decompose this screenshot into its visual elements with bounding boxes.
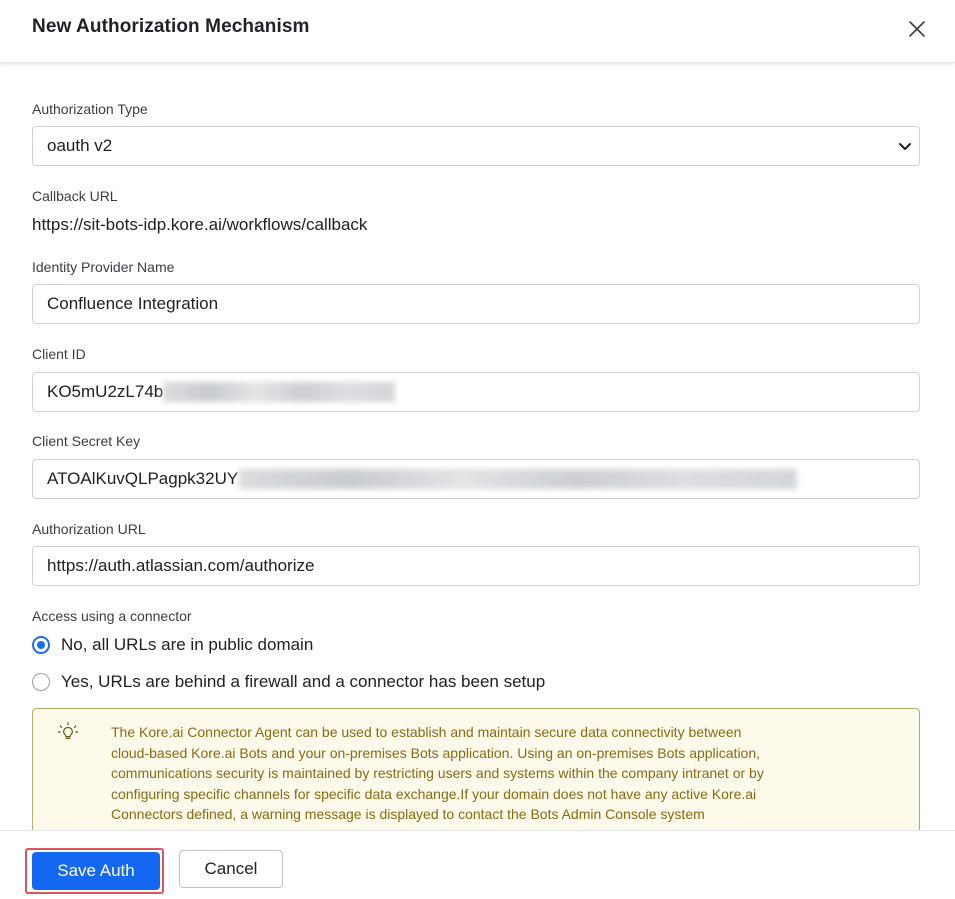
dialog-header	[0, 0, 955, 63]
client-id-label: Client ID	[32, 346, 86, 362]
client-id-field[interactable]	[32, 372, 920, 412]
connector-info-box	[32, 708, 920, 831]
authorization-url-input[interactable]	[47, 547, 907, 585]
radio-label: Yes, URLs are behind a firewall and a connector has been setup	[61, 672, 546, 691]
save-auth-button[interactable]: Save Auth	[32, 852, 160, 890]
authorization-type-value: oauth v2	[47, 136, 113, 155]
redacted-mask	[239, 469, 797, 489]
radio-option-firewall-connector[interactable]	[32, 671, 545, 693]
info-line: The Kore.ai Connector Agent can be used to establish and maintain secure data connectivity between	[111, 724, 742, 740]
identity-provider-name-input[interactable]	[47, 285, 907, 323]
radio-selected-icon[interactable]	[32, 636, 50, 654]
cancel-button[interactable]: Cancel	[179, 850, 283, 888]
info-line: configuring specific channels for specific data exchange.If your domain does not have any active Kore.ai	[111, 785, 757, 802]
authorization-url-label: Authorization URL	[32, 521, 146, 537]
close-icon[interactable]	[904, 16, 930, 42]
access-connector-label: Access using a connector	[32, 608, 192, 624]
info-line: communications security is maintained by restricting users and systems within the company intranet or by	[111, 765, 764, 781]
authorization-type-label: Authorization Type	[32, 101, 148, 117]
connector-info-text	[111, 722, 871, 825]
dialog-footer	[0, 830, 955, 899]
chevron-down-icon[interactable]	[897, 138, 913, 154]
radio-label: No, all URLs are in public domain	[61, 635, 314, 654]
lightbulb-icon	[57, 721, 79, 743]
radio-unselected-icon[interactable]	[32, 673, 50, 691]
authorization-url-field[interactable]	[32, 546, 920, 586]
redacted-mask	[163, 382, 395, 402]
close-button[interactable]	[904, 16, 930, 42]
info-line: Connectors defined, a warning message is displayed to contact the Bots Admin Console system	[111, 806, 705, 822]
dialog-title: New Authorization Mechanism	[32, 16, 310, 37]
authorization-type-select[interactable]	[32, 126, 920, 166]
info-line: cloud-based Kore.ai Bots and your on-premises Bots application. Using an on-premises Bots application,	[111, 744, 761, 761]
identity-provider-name-label: Identity Provider Name	[32, 259, 175, 275]
client-secret-key-field[interactable]	[32, 459, 920, 499]
callback-url-label: Callback URL	[32, 188, 118, 204]
identity-provider-name-field[interactable]	[32, 284, 920, 324]
client-secret-key-label: Client Secret Key	[32, 433, 141, 449]
callback-url-value: https://sit-bots-idp.kore.ai/workflows/callback	[32, 215, 368, 234]
radio-option-public-domain[interactable]	[32, 634, 313, 656]
